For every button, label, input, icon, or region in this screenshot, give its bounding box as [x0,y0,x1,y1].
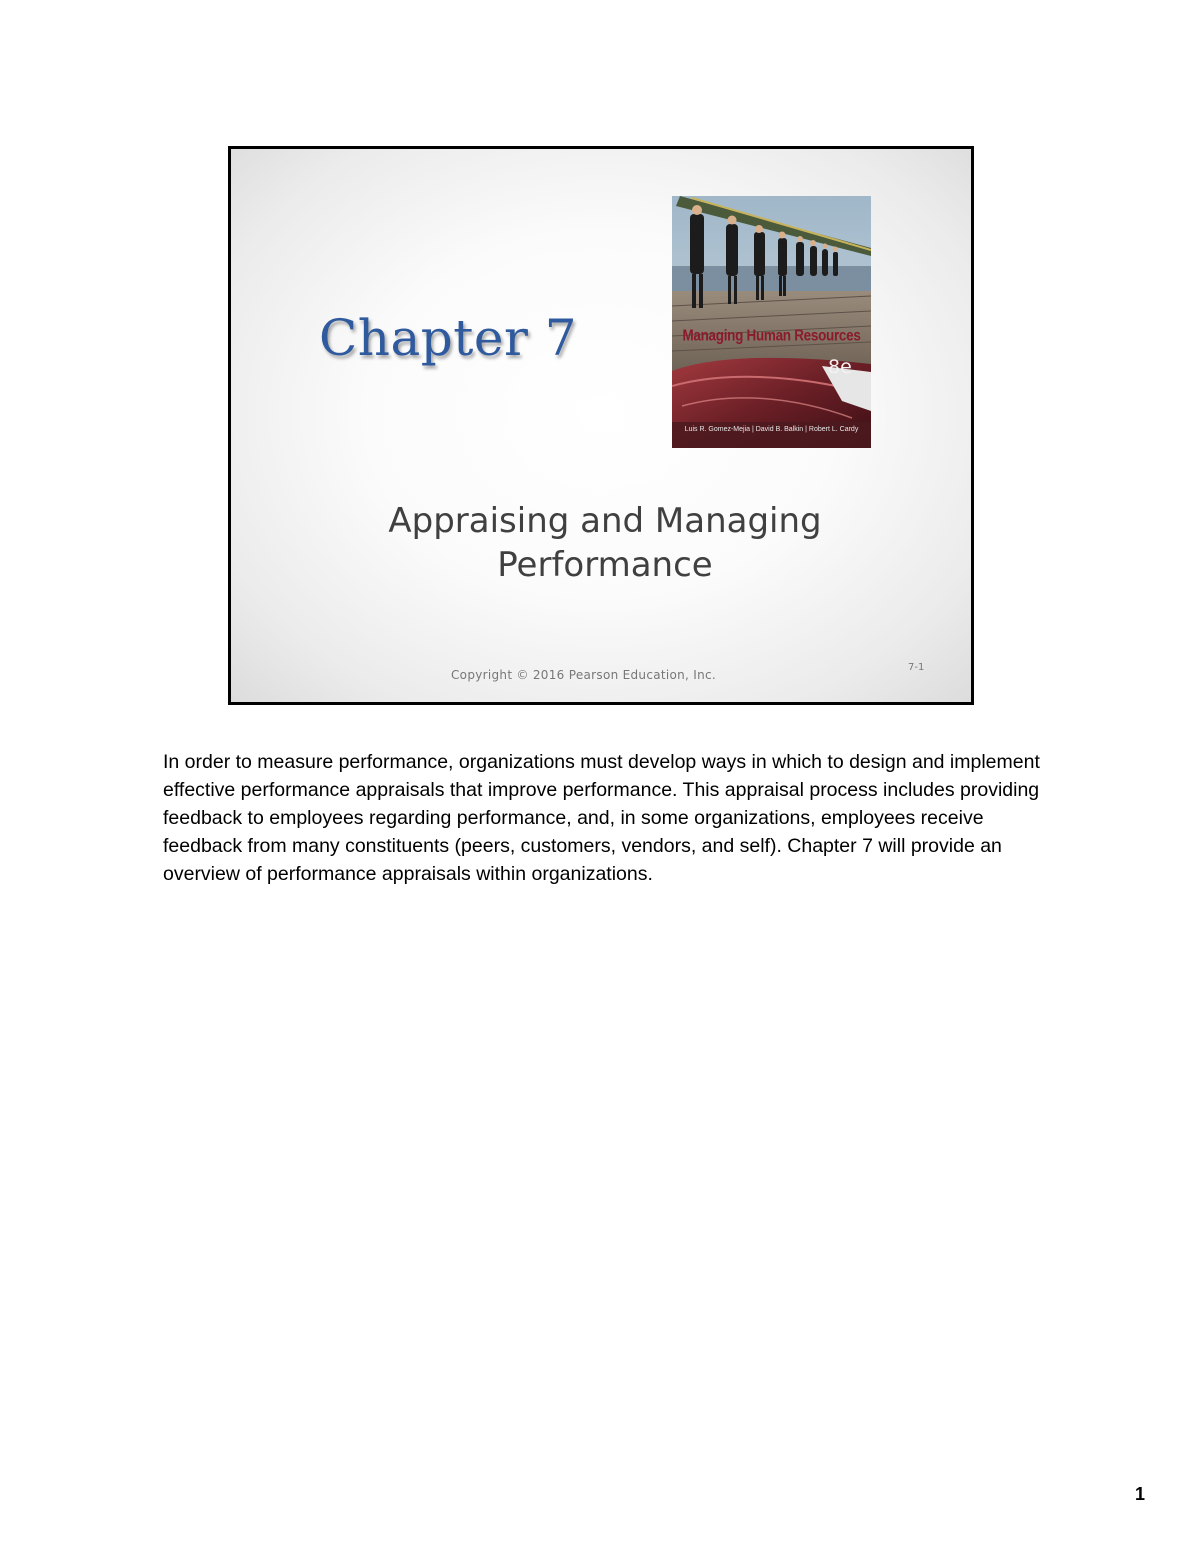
book-cover-authors: Luis R. Gomez-Mejia | David B. Balkin | Robert L. Cardy [684,426,859,433]
slide-subtitle-line-1: Appraising and Managing [388,501,822,541]
book-cover-image [672,196,871,448]
speaker-notes: In order to measure performance, organizations must develop ways in which to design and implement effective performance appraisals that improve performance. This appraisal process includes providing feedback to employees regarding performance, and, in some organizations, employees receive feedback from many constituents (peers, customers, vendors, and self). Chapter 7 will provide an overview of performance appraisals within organizations. [163,751,1040,885]
slide-thumbnail [228,146,974,705]
book-cover-edition: 8e [828,356,852,378]
slide-chapter-title: Chapter 7 [319,309,578,367]
slide-subtitle-line-2: Performance [497,545,713,585]
slide-subtitle [351,499,859,587]
slide-copyright: Copyright © 2016 Pearson Education, Inc. [451,668,717,682]
page-number: 1 [1135,1484,1146,1504]
slide-number: 7-1 [908,662,925,673]
book-cover-title: Managing Human Resources [682,326,861,345]
